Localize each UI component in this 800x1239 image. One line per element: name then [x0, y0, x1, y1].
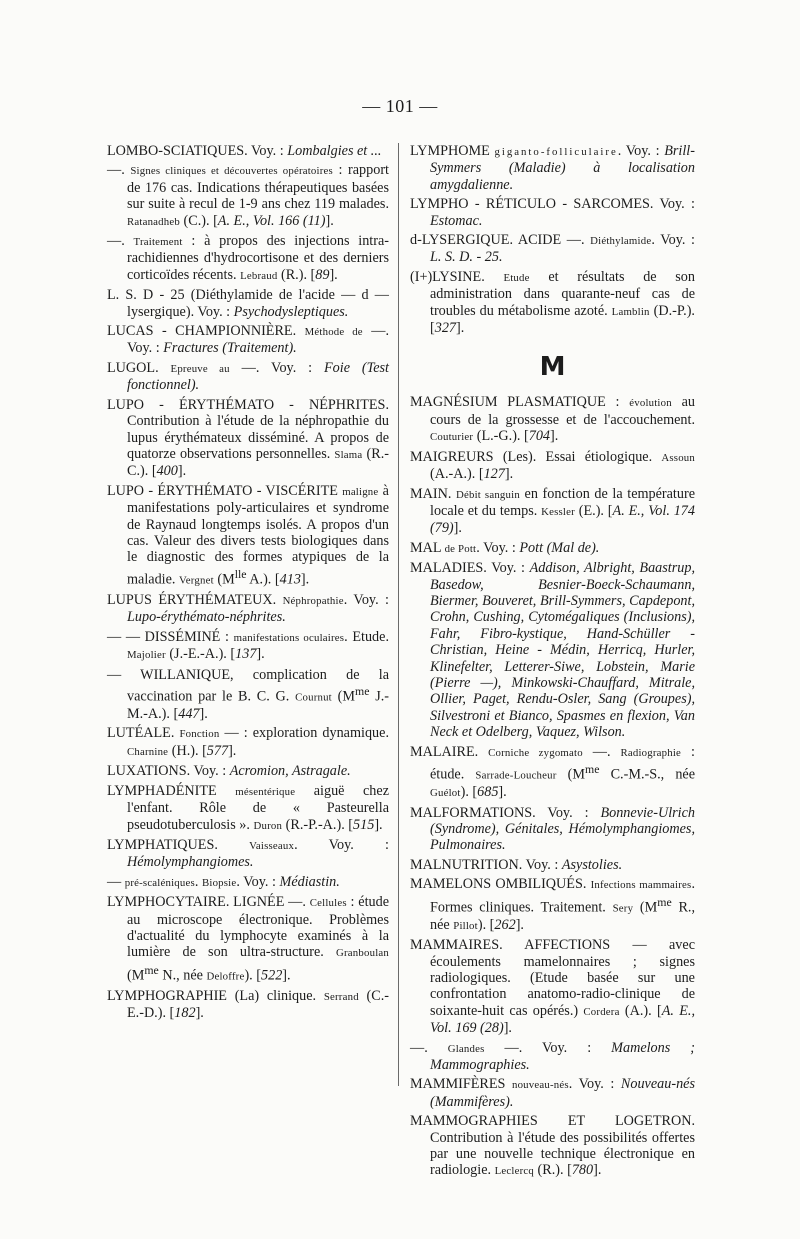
entry-text: 577 [206, 742, 229, 759]
entry-text: MAMMOGRAPHIES ET LOGETRON. Contribution à l'étude des possibilités offertes par une nouvelle technique électronique en radiologie. [410, 1113, 695, 1179]
entry-text: Guélot [430, 787, 461, 800]
entry-text: J.-M.-A.). [ [127, 688, 390, 723]
entry-text: 182 [174, 1005, 196, 1022]
entry-text: ]. [453, 520, 462, 537]
entry-text: MALFORMATIONS. Voy. : [410, 804, 601, 821]
entry-text: aiguë chez l'enfant. Rôle de « Pasteurella pseudotuberculosis ». [127, 782, 390, 833]
index-entry [410, 857, 695, 873]
entry-text: me [585, 762, 600, 776]
entry-text: 262 [494, 916, 516, 933]
entry-text: — — DISSÉMINÉ : [107, 628, 234, 645]
entry-text: Mamelons ; Mammographies. [430, 1039, 695, 1073]
entry-text: Lebraud [240, 269, 278, 282]
entry-text: MAGNÉSIUM PLASMATIQUE : [410, 394, 630, 411]
entry-text: Fractures (Traitement). [163, 340, 297, 357]
entry-text: (D.-P.). [ [430, 302, 695, 337]
entry-text: A.). [ [246, 571, 280, 588]
entry-text: A. E., Vol. 174 (79) [430, 502, 695, 537]
entry-text: (J.-E.-A.). [ [165, 646, 236, 663]
entry-text: Estomac. [430, 212, 483, 229]
index-entry [107, 667, 389, 723]
entry-text: MAMMAIRES. AFFECTIONS — avec écoulements mamelonnaires ; signes radiologiques. (Etude basée sur une confrontation anatomo-radio-clinique de soixante-huit cas opérés.) [410, 937, 695, 1019]
entry-text: L. S. D. - 25. [430, 249, 503, 266]
index-entry [410, 394, 695, 445]
entry-text: Bonnevie-Ulrich (Syndrome), Génitales, Hémolymphangiomes, Pulmonaires. [430, 804, 695, 854]
entry-text: MAIGREURS (Les). Essai étiologique. [410, 448, 662, 465]
index-entry [107, 725, 389, 760]
entry-text: 515 [353, 816, 375, 833]
entry-text: (H.). [ [168, 742, 207, 759]
index-entry [410, 449, 695, 483]
entry-text: ). [ [460, 784, 478, 801]
entry-text: (M [331, 688, 355, 705]
index-entry [107, 162, 389, 230]
entry-text: Vergnet [179, 574, 214, 587]
entry-text: ). [ [244, 967, 261, 984]
index-entry [107, 629, 389, 664]
entry-text: (M [127, 967, 145, 984]
entry-text: ]. [593, 1162, 602, 1179]
entry-text: (M [633, 899, 658, 916]
entry-text: LYMPHADÉNITE [107, 782, 236, 799]
entry-text: LUPO - ÉRYTHÉMATO - NÉPHRITES. Contribution à l'étude de la néphropathie du lupus érythémateux disséminé. A propos de quatorze observations personnelles. [107, 396, 389, 462]
entry-text: évolution [629, 397, 672, 410]
index-entry [410, 560, 695, 740]
entry-text: (M [556, 766, 586, 783]
entry-text: 137 [235, 646, 257, 663]
entry-text: C.-M.-S., née [599, 766, 696, 783]
entry-text: Duron [253, 819, 283, 832]
index-entry [107, 592, 389, 626]
entry-text: nouveau-nés [511, 1079, 569, 1092]
entry-text: LYMPHATIQUES. [107, 836, 250, 853]
entry-text: . Voy. : [236, 873, 280, 890]
entry-text: ]. [503, 1020, 512, 1037]
entry-text: ]. [282, 967, 291, 984]
entry-text: Diéthylamide [590, 235, 652, 248]
entry-text: Infections mammaires [590, 879, 692, 892]
right-column-bottom [410, 394, 695, 1179]
entry-text: LUTÉALE. [107, 725, 180, 742]
index-entry [410, 805, 695, 854]
index-entry [107, 323, 389, 357]
entry-text: MALAIRE. [410, 743, 489, 760]
entry-text: Deloffre [206, 970, 245, 983]
index-entry [107, 837, 389, 871]
entry-text: Couturier [430, 431, 474, 444]
entry-text: ]. [256, 646, 265, 663]
entry-text: au cours de la grossesse et de l'accouchement. [430, 394, 695, 428]
entry-text: Signes cliniques et découvertes opératoires [130, 165, 333, 178]
entry-text: Lupo-érythémato-néphrites. [127, 609, 286, 626]
entry-text: MAMMIFÈRES [410, 1076, 512, 1093]
index-entry [410, 196, 695, 229]
entry-text: Néphropathie [282, 594, 344, 607]
entry-text: mésentérique [235, 785, 296, 798]
entry-text: (A.). [ [619, 1002, 662, 1019]
entry-text: : rapport de 176 cas. Indications thérapeutiques basées sur suite à recul de 1-9 ans chez 119 malades. [127, 162, 389, 213]
entry-text: —. Voy. : [127, 323, 389, 357]
entry-text: ]. [456, 320, 465, 337]
index-entry [107, 988, 389, 1022]
entry-text: Corniche zygomato [488, 746, 583, 759]
entry-text: (R.). [ [277, 266, 316, 283]
entry-text: Biopsie [201, 876, 237, 889]
left-column [107, 143, 389, 1025]
entry-text: Radiographie [620, 746, 682, 759]
index-entry [410, 486, 695, 537]
entry-text: Leclercq [494, 1165, 534, 1178]
entry-text: 89 [315, 266, 330, 283]
entry-text: —. Voy. : [229, 359, 325, 376]
entry-text: 447 [178, 706, 200, 723]
index-entry [410, 232, 695, 266]
entry-text: Cordera [583, 1005, 620, 1018]
index-entry [107, 874, 389, 891]
page-number: — 101 — [362, 96, 438, 116]
index-entry [107, 233, 389, 284]
index-entry [410, 540, 695, 557]
entry-text: 327 [434, 320, 457, 337]
entry-text: Cellules [309, 897, 347, 910]
entry-text: 127 [483, 466, 505, 483]
entry-text: . Voy. : [568, 1076, 621, 1093]
entry-text: manifestations oculaires [233, 631, 345, 644]
entry-text: Ratanadheb [127, 215, 180, 228]
entry-text: Granboulan [336, 947, 389, 960]
index-entry [410, 1040, 695, 1074]
entry-text: —. Voy. : [484, 1039, 612, 1056]
entry-text: 400 [156, 463, 178, 480]
entry-text: LUCAS - CHAMPIONNIÈRE. [107, 323, 305, 340]
entry-text: . Voy. : [476, 539, 520, 556]
entry-text: LUPUS ÉRYTHÉMATEUX. [107, 591, 283, 608]
entry-text: ). [ [477, 916, 495, 933]
entry-text: Pott (Mal de). [519, 539, 600, 556]
entry-text: LUXATIONS. Voy. : [107, 763, 230, 780]
entry-text: —. [410, 1039, 448, 1056]
entry-text: pré-scaléniques [124, 876, 195, 889]
entry-text: Débit sanguin [455, 488, 520, 501]
entry-text: A. E., Vol. 169 (28) [430, 1002, 695, 1037]
entry-text: en fonction de la température locale et du temps. [430, 485, 695, 519]
entry-text: : étude au microscope électronique. Problèmes d'actualité du lymphocyte examinés à la lumière de son ultra-structure. [127, 894, 389, 961]
entry-text: (A.-A.). [ [430, 466, 484, 483]
entry-text: Asystolies. [561, 856, 623, 873]
entry-text: Méthode de [304, 326, 363, 339]
entry-text: Sarrade-Loucheur [475, 769, 557, 782]
entry-text: ]. [504, 466, 514, 483]
entry-text: (C.-E.-D.). [ [127, 987, 389, 1022]
entry-text: MALNUTRITION. Voy. : [410, 856, 562, 873]
entry-text: (E.). [ [574, 502, 613, 519]
entry-text: Acromion, Astragale. [229, 763, 351, 780]
entry-text: Addison, Albright, Baastrup, Basedow, Besnier-Boeck-Schaumann, Biermer, Bouveret, Brill-Symmers, Capdepont, Crohn, Cushing, Cytomégaliques (Inclusions), Fahr, Fibro-kystique, Hand-Schüller - Christian, Heine - Médin, Herricq, Hurler, Klinefelter, Letterer-Siwe, Lobstein, Marie (Pierre —), Minkowski-Chauffard, Mitrale, Ollier, Paget, Rendu-Osler, Sang (Groupes), Silvestroni et Bianco, Spasmes en flexion, Van Neck et Odelberg, Vaquez, Wilson. [430, 560, 695, 741]
entry-text: lle [234, 566, 247, 581]
index-entry [410, 937, 695, 1036]
index-entry [107, 483, 389, 589]
entry-text: —. [107, 233, 134, 250]
entry-text: ]. [325, 212, 334, 229]
entry-text: Sery [612, 902, 634, 915]
entry-text: Serrand [323, 990, 359, 1003]
entry-text: giganto-folliculaire [494, 146, 618, 158]
entry-text: MAMELONS OMBILIQUÉS. [410, 876, 591, 893]
entry-text: L. S. D - 25 (Diéthylamide de l'acide — d — lysergique). Voy. : [107, 287, 389, 320]
entry-text: Médiastin. [279, 873, 340, 890]
entry-text: ]. [550, 428, 559, 445]
index-entry [410, 1113, 695, 1180]
entry-text: Charnine [127, 745, 169, 758]
entry-text: ]. [329, 266, 338, 283]
entry-text: : à propos des injections intra-rachidiennes d'hydrocortisone et des derniers corticoïdes récents. [127, 233, 389, 283]
entry-text: Hémolymphangiomes. [127, 854, 254, 871]
index-entry [107, 894, 389, 985]
entry-text: . Voy. : [294, 836, 389, 853]
entry-text: Nouveau-nés (Mammifères). [430, 1076, 695, 1110]
entry-text: A. E., Vol. 166 (11) [217, 212, 326, 229]
entry-text: à manifestations poly-articulaires et syndrome de Raynaud longtemps isolés. A propos d'un cas. Valeur des divers tests biologiques dans le diagnostic des formes atypiques de la maladie. [127, 482, 389, 588]
section-letter: M [539, 352, 566, 383]
entry-text: Psychodysleptiques. [233, 303, 349, 320]
entry-text: 522 [261, 967, 283, 984]
entry-text: ]. [515, 916, 524, 933]
entry-text: —. [582, 743, 621, 760]
index-entry [410, 876, 695, 934]
entry-text: LOMBO-SCIATIQUES. Voy. : [107, 143, 288, 159]
entry-text: (L.-G.). [ [473, 428, 529, 445]
entry-text: Foie (Test fonctionnel). [127, 359, 389, 394]
entry-text: Lamblin [611, 305, 650, 318]
entry-text: LYMPHOCYTAIRE. LIGNÉE —. [107, 894, 310, 911]
entry-text: me [355, 683, 370, 698]
entry-text: : étude. [430, 743, 695, 783]
index-entry [107, 143, 389, 159]
entry-text: Brill-Symmers (Maladie) à localisation amygdalienne. [430, 143, 695, 193]
entry-text: LUGOL. [107, 359, 171, 376]
entry-text: me [144, 962, 159, 977]
entry-text: . Voy. : [343, 591, 389, 608]
index-entry [107, 763, 389, 779]
right-column-top [410, 143, 695, 336]
entry-text: —. [107, 162, 131, 179]
entry-text: LUPO - ÉRYTHÉMATO - VISCÉRITE [107, 482, 343, 499]
entry-text: d-LYSERGIQUE. ACIDE —. [410, 232, 591, 249]
entry-text: 704 [528, 428, 551, 445]
entry-text: Traitement [133, 236, 183, 249]
entry-text: (C.). [ [179, 212, 218, 229]
entry-text: 780 [571, 1162, 594, 1179]
entry-text: maligne [342, 485, 379, 498]
entry-text: Etude [503, 271, 530, 284]
index-entry [107, 397, 389, 480]
entry-text: . Etude. [344, 628, 389, 645]
entry-text: et résultats de son administration dans quarante-neuf cas de troubles du métabolisme azoté. [430, 268, 695, 319]
entry-text: N., née [158, 967, 207, 984]
entry-text: Majolier [127, 649, 166, 662]
entry-text: (I+)LYSINE. [410, 268, 504, 285]
entry-text: me [657, 894, 672, 909]
index-entry [107, 783, 389, 834]
entry-text: Fonction [179, 728, 220, 741]
index-entry [107, 287, 389, 320]
entry-text: (M [213, 571, 235, 588]
index-entry [410, 1076, 695, 1110]
entry-text: (R.-P.-A.). [ [282, 816, 354, 833]
entry-text: ]. [228, 742, 237, 759]
entry-text: Cournut [295, 691, 332, 704]
entry-text: Assoun [661, 451, 695, 464]
entry-text: . [194, 873, 202, 890]
index-entry [107, 360, 389, 394]
index-entry [410, 269, 695, 337]
entry-text: ]. [300, 571, 310, 588]
index-entry [410, 143, 695, 193]
entry-text: Pillot [453, 919, 478, 932]
entry-text: . Formes cliniques. Traitement. [430, 876, 695, 916]
entry-text: ]. [374, 816, 383, 833]
entry-text: . Voy. : [617, 143, 665, 159]
entry-text: MALADIES. Voy. : [410, 560, 530, 577]
index-entry [410, 744, 695, 802]
entry-text: ]. [195, 1005, 204, 1022]
entry-text: Slama [334, 448, 363, 461]
entry-text: — WILLANIQUE, complication de la vaccination par le B. C. G. [107, 666, 389, 705]
entry-text: MAIN. [410, 485, 456, 502]
entry-text: 413 [279, 571, 301, 588]
entry-text: Vaisseaux [249, 839, 295, 852]
entry-text: (R.-C.). [ [127, 445, 389, 480]
entry-text: LYMPHOME [410, 143, 495, 159]
entry-text: (R.). [ [533, 1162, 572, 1179]
entry-text: — : exploration dynamique. [219, 725, 389, 742]
entry-text: . Voy. : [651, 232, 695, 249]
entry-text: de Pott [444, 542, 477, 555]
entry-text: Epreuve au [170, 362, 230, 375]
entry-text: Glandes [447, 1042, 485, 1055]
entry-text: 685 [477, 784, 499, 801]
entry-text: LYMPHOGRAPHIE (La) clinique. [107, 987, 324, 1004]
entry-text: ]. [498, 784, 507, 801]
entry-text: ]. [177, 463, 187, 480]
entry-text: LYMPHO - RÉTICULO - SARCOMES. Voy. : [410, 196, 695, 213]
entry-text: R., née [430, 899, 695, 933]
entry-text: — [107, 873, 125, 890]
entry-text: Kessler [541, 505, 575, 518]
entry-text: MAL [410, 539, 445, 556]
entry-text: ]. [199, 706, 208, 723]
column-divider [398, 143, 399, 1086]
right-column [410, 143, 695, 1183]
entry-text: Lombalgies et ... [287, 143, 382, 159]
